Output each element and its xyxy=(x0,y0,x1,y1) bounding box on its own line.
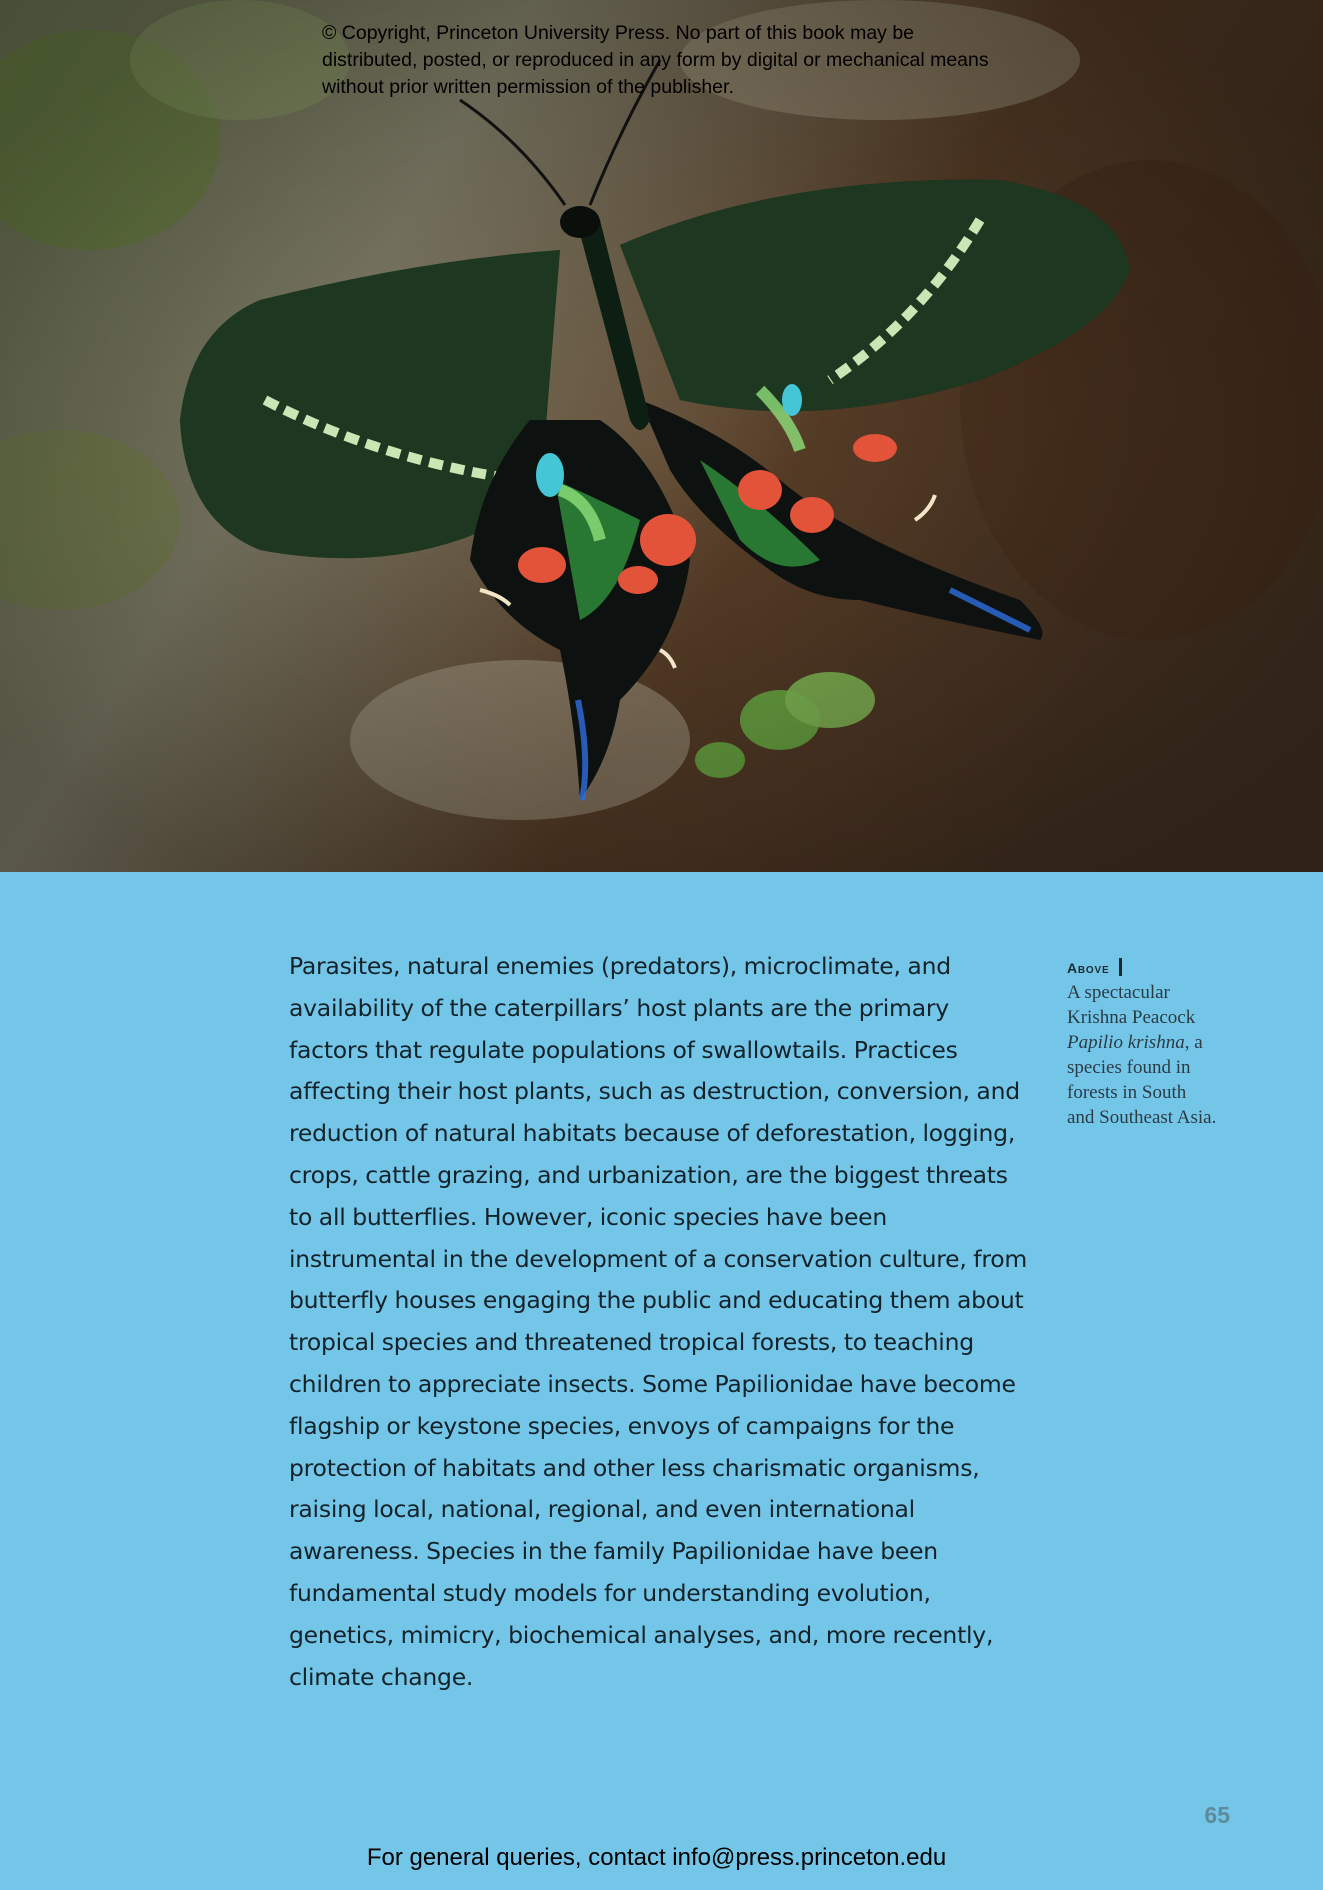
caption-species-name: Papilio krishna xyxy=(1067,1032,1185,1053)
body-paragraph: Parasites, natural enemies (predators), microclimate, and availability of the caterpillars’ host plants are the primary factors that regulate populations of swallowtails. Practices affecting their host plants, such as destruction, conversion, and reduction of natural habitats because of deforestation, logging, crops, cattle grazing, and urbanization, are the biggest threats to all butterflies. However, iconic species have been instrumental in the development of a conservation culture, from butterfly houses engaging the public and educating them about tropical species and threatened tropical forests, to teaching children to appreciate insects. Some Papilionidae have become flagship or keystone species, envoys of campaigns for the protection of habitats and other less charismatic organisms, raising local, national, regional, and even international awareness. Species in the family Papilionidae have been fundamental study models for understanding evolution, genetics, mimicry, biochemical analyses, and, more recently, climate change. xyxy=(289,952,1027,1691)
caption-text-before: A spectacular Krishna Peacock xyxy=(1067,982,1196,1028)
copyright-notice: © Copyright, Princeton University Press. No part of this book may be distributed, posted, or reproduced in any form by digital or mechanical means without prior written permission of the publisher. xyxy=(322,22,989,98)
caption-heading-rule xyxy=(1119,958,1122,976)
caption-text xyxy=(1067,980,1217,1130)
page-number: 65 xyxy=(1204,1802,1230,1828)
caption-heading-label: Above xyxy=(1067,960,1110,976)
caption-text-after: , a species found in forests in South and Southeast Asia. xyxy=(1067,1032,1217,1128)
caption-heading xyxy=(1067,958,1217,976)
footer-contact: For general queries, contact info@press.princeton.edu xyxy=(366,1844,947,1871)
photo-caption xyxy=(1067,958,1217,1130)
butterfly-photo xyxy=(0,0,1323,872)
